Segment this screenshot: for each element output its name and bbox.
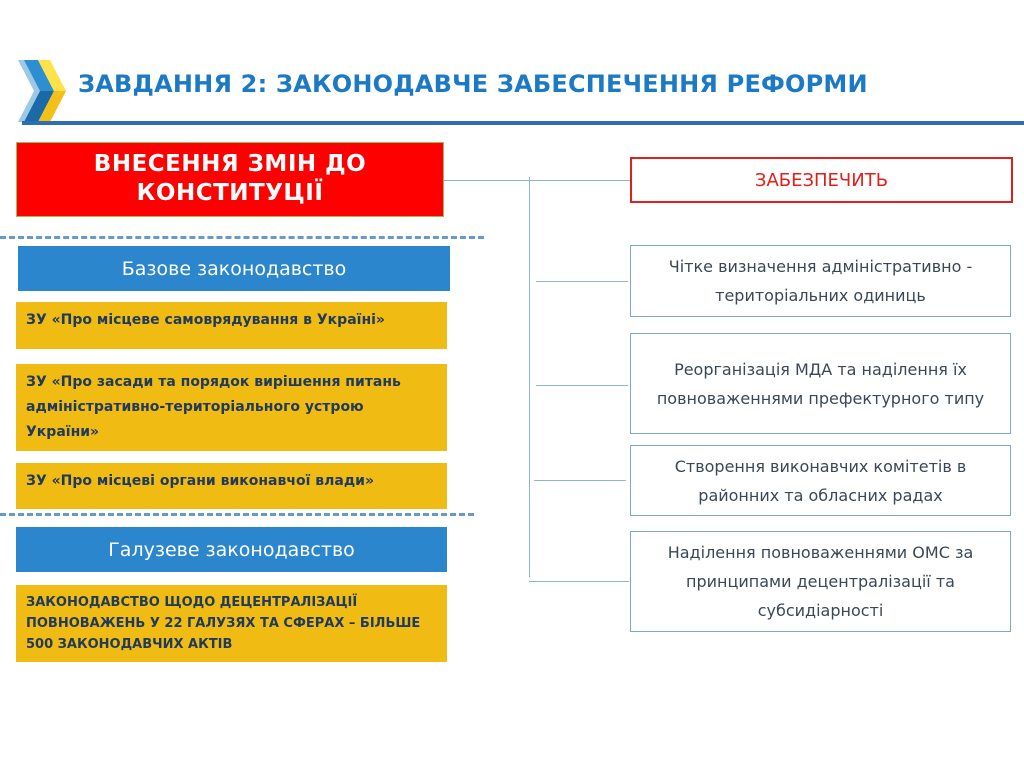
dashed-divider-top	[0, 236, 484, 239]
connector-branch	[529, 581, 629, 582]
ensures-header: ЗАБЕЗПЕЧИТЬ	[630, 157, 1013, 203]
sectoral-legislation-header: Галузеве законодавство	[16, 527, 447, 572]
outcome-item: Реорганізація МДА та наділення їх повноваженнями префектурного типу	[630, 333, 1011, 434]
law-item: ЗУ «Про місцеве самоврядування в Україні»	[16, 302, 447, 349]
dashed-divider-bottom	[0, 513, 474, 516]
connector-branch	[534, 480, 626, 481]
outcome-item: Наділення повноваженнями ОМС за принципами децентралізації та субсидіарності	[630, 531, 1011, 632]
chevron-logo-icon	[18, 60, 68, 122]
title-divider	[22, 121, 1024, 125]
outcome-item: Чітке визначення адміністративно - територіальних одиниць	[630, 245, 1011, 317]
sectoral-law-item: ЗАКОНОДАВСТВО ЩОДО ДЕЦЕНТРАЛІЗАЦІЇ ПОВНОВАЖЕНЬ У 22 ГАЛУЗЯХ ТА СФЕРАХ – БІЛЬШЕ 500 ЗАКОНОДАВЧИХ АКТІВ	[16, 585, 447, 662]
constitution-amendments-box	[16, 142, 444, 217]
constitution-line-1: ВНЕСЕННЯ ЗМІН ДО	[93, 151, 367, 177]
connector-branch	[536, 385, 628, 386]
law-item: ЗУ «Про місцеві органи виконавчої влади»	[16, 463, 447, 509]
outcome-item: Створення виконавчих комітетів в районних та обласних радах	[630, 445, 1011, 516]
connector-branch	[536, 281, 628, 282]
constitution-line-2: КОНСТИТУЦІЇ	[136, 180, 324, 206]
connector-main	[444, 180, 630, 181]
connector-trunk	[529, 177, 530, 577]
page-title: ЗАВДАННЯ 2: ЗАКОНОДАВЧЕ ЗАБЕСПЕЧЕННЯ РЕФОРМИ	[78, 70, 868, 98]
basic-legislation-header: Базове законодавство	[18, 246, 450, 291]
law-item: ЗУ «Про засади та порядок вирішення питань адміністративно-територіального устрою України»	[16, 364, 447, 451]
